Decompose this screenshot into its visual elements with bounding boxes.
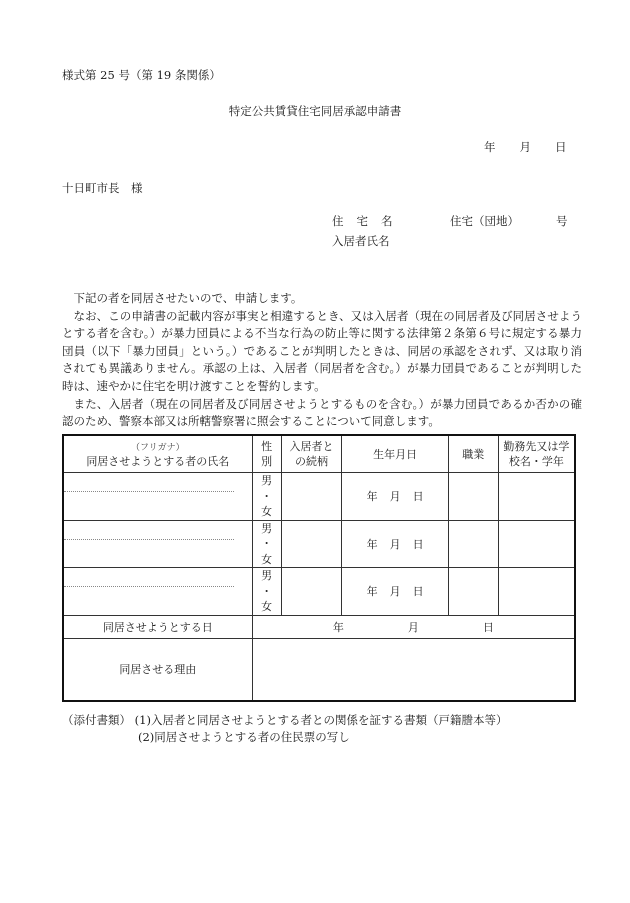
cohabitant-name-cell[interactable] [63,520,252,568]
housing-number-field[interactable]: 号 [556,214,568,228]
cohabitant-table [62,434,576,702]
housing-name-label: 住宅名 [332,214,406,228]
workplace-cell[interactable] [498,568,575,616]
cohabitant-name-cell[interactable] [63,568,252,616]
table-header-row [63,435,575,473]
cohabitant-name-cell[interactable] [63,473,252,521]
cohab-date-label: 同居させようとする日 [63,615,252,638]
birthdate-cell[interactable]: 年 月 日 [342,473,449,521]
consent-paragraph: また、入居者（現在の同居者及び同居させようとするものを含む。）が暴力団員であるか否かの確認のため、警察本部又は所轄警察署に照会することについて同意します。 [62,396,582,429]
table-row [63,520,575,568]
declaration-text [62,290,582,431]
sex-cell[interactable]: 男 ・ 女 [252,520,281,568]
document-title: 特定公共賃貸住宅同居承認申請書 [228,104,402,118]
birthdate-cell[interactable]: 年 月 日 [342,568,449,616]
cohab-date-field[interactable]: 年 月 日 [252,615,575,638]
form-number: 様式第 25 号（第 19 条関係） [62,68,221,82]
table-row [63,568,575,616]
resident-name-label: 入居者氏名 [332,234,390,248]
occupation-header: 職業 [448,435,498,473]
request-paragraph: 下記の者を同居させたいので、申請します。 [73,291,303,305]
name-header-label: 同居させようとする者の氏名 [86,454,230,468]
occupation-cell[interactable] [448,568,498,616]
relation-cell[interactable] [281,568,342,616]
workplace-header: 勤務先又は学校名・学年 [498,435,575,473]
application-date[interactable] [484,139,567,155]
sex-cell[interactable]: 男 ・ 女 [252,568,281,616]
occupation-cell[interactable] [448,473,498,521]
reason-row [63,638,575,701]
relation-header: 入居者との続柄 [281,435,342,473]
housing-unit-field[interactable]: 住宅（団地） [450,214,519,228]
occupation-cell[interactable] [448,520,498,568]
reason-field[interactable] [252,638,575,701]
attachment-item-2: (2)同居させようとする者の住民票の写し [138,730,350,744]
date-day: 日 [555,140,567,154]
furigana-header: （フリガナ） [131,442,185,453]
attachments-label: （添付書類） [62,713,131,727]
date-year: 年 [484,140,496,154]
pledge-paragraph: なお、この申請書の記載内容が事実と相違するとき、又は入居者（現在の同居者及び同居させようとする者を含む。）が暴力団員による不当な行為の防止等に関する法律第２条第６号に規定する暴力団員（以下「暴力団員」という。）であることが判明したときは、同居の承認をされず、又は取り消されても異議ありません。承認の上は、入居者（同居者を含む。）が暴力団員であることが判明した時は、速やかに住宅を明け渡すことを誓約します。 [62,308,582,393]
table-row [63,473,575,521]
attachments [62,712,507,746]
relation-cell[interactable] [281,473,342,521]
sex-header: 性別 [252,435,281,473]
sex-cell[interactable]: 男 ・ 女 [252,473,281,521]
addressee: 十日町市長 様 [62,181,143,195]
reason-label: 同居させる理由 [63,638,252,701]
workplace-cell[interactable] [498,520,575,568]
birthdate-header: 生年月日 [342,435,449,473]
date-month: 月 [519,140,531,154]
name-header [63,435,252,473]
attachment-item-1: (1)入居者と同居させようとする者との関係を証する書類（戸籍謄本等） [134,713,508,727]
workplace-cell[interactable] [498,473,575,521]
cohab-date-row [63,615,575,638]
relation-cell[interactable] [281,520,342,568]
birthdate-cell[interactable]: 年 月 日 [342,520,449,568]
